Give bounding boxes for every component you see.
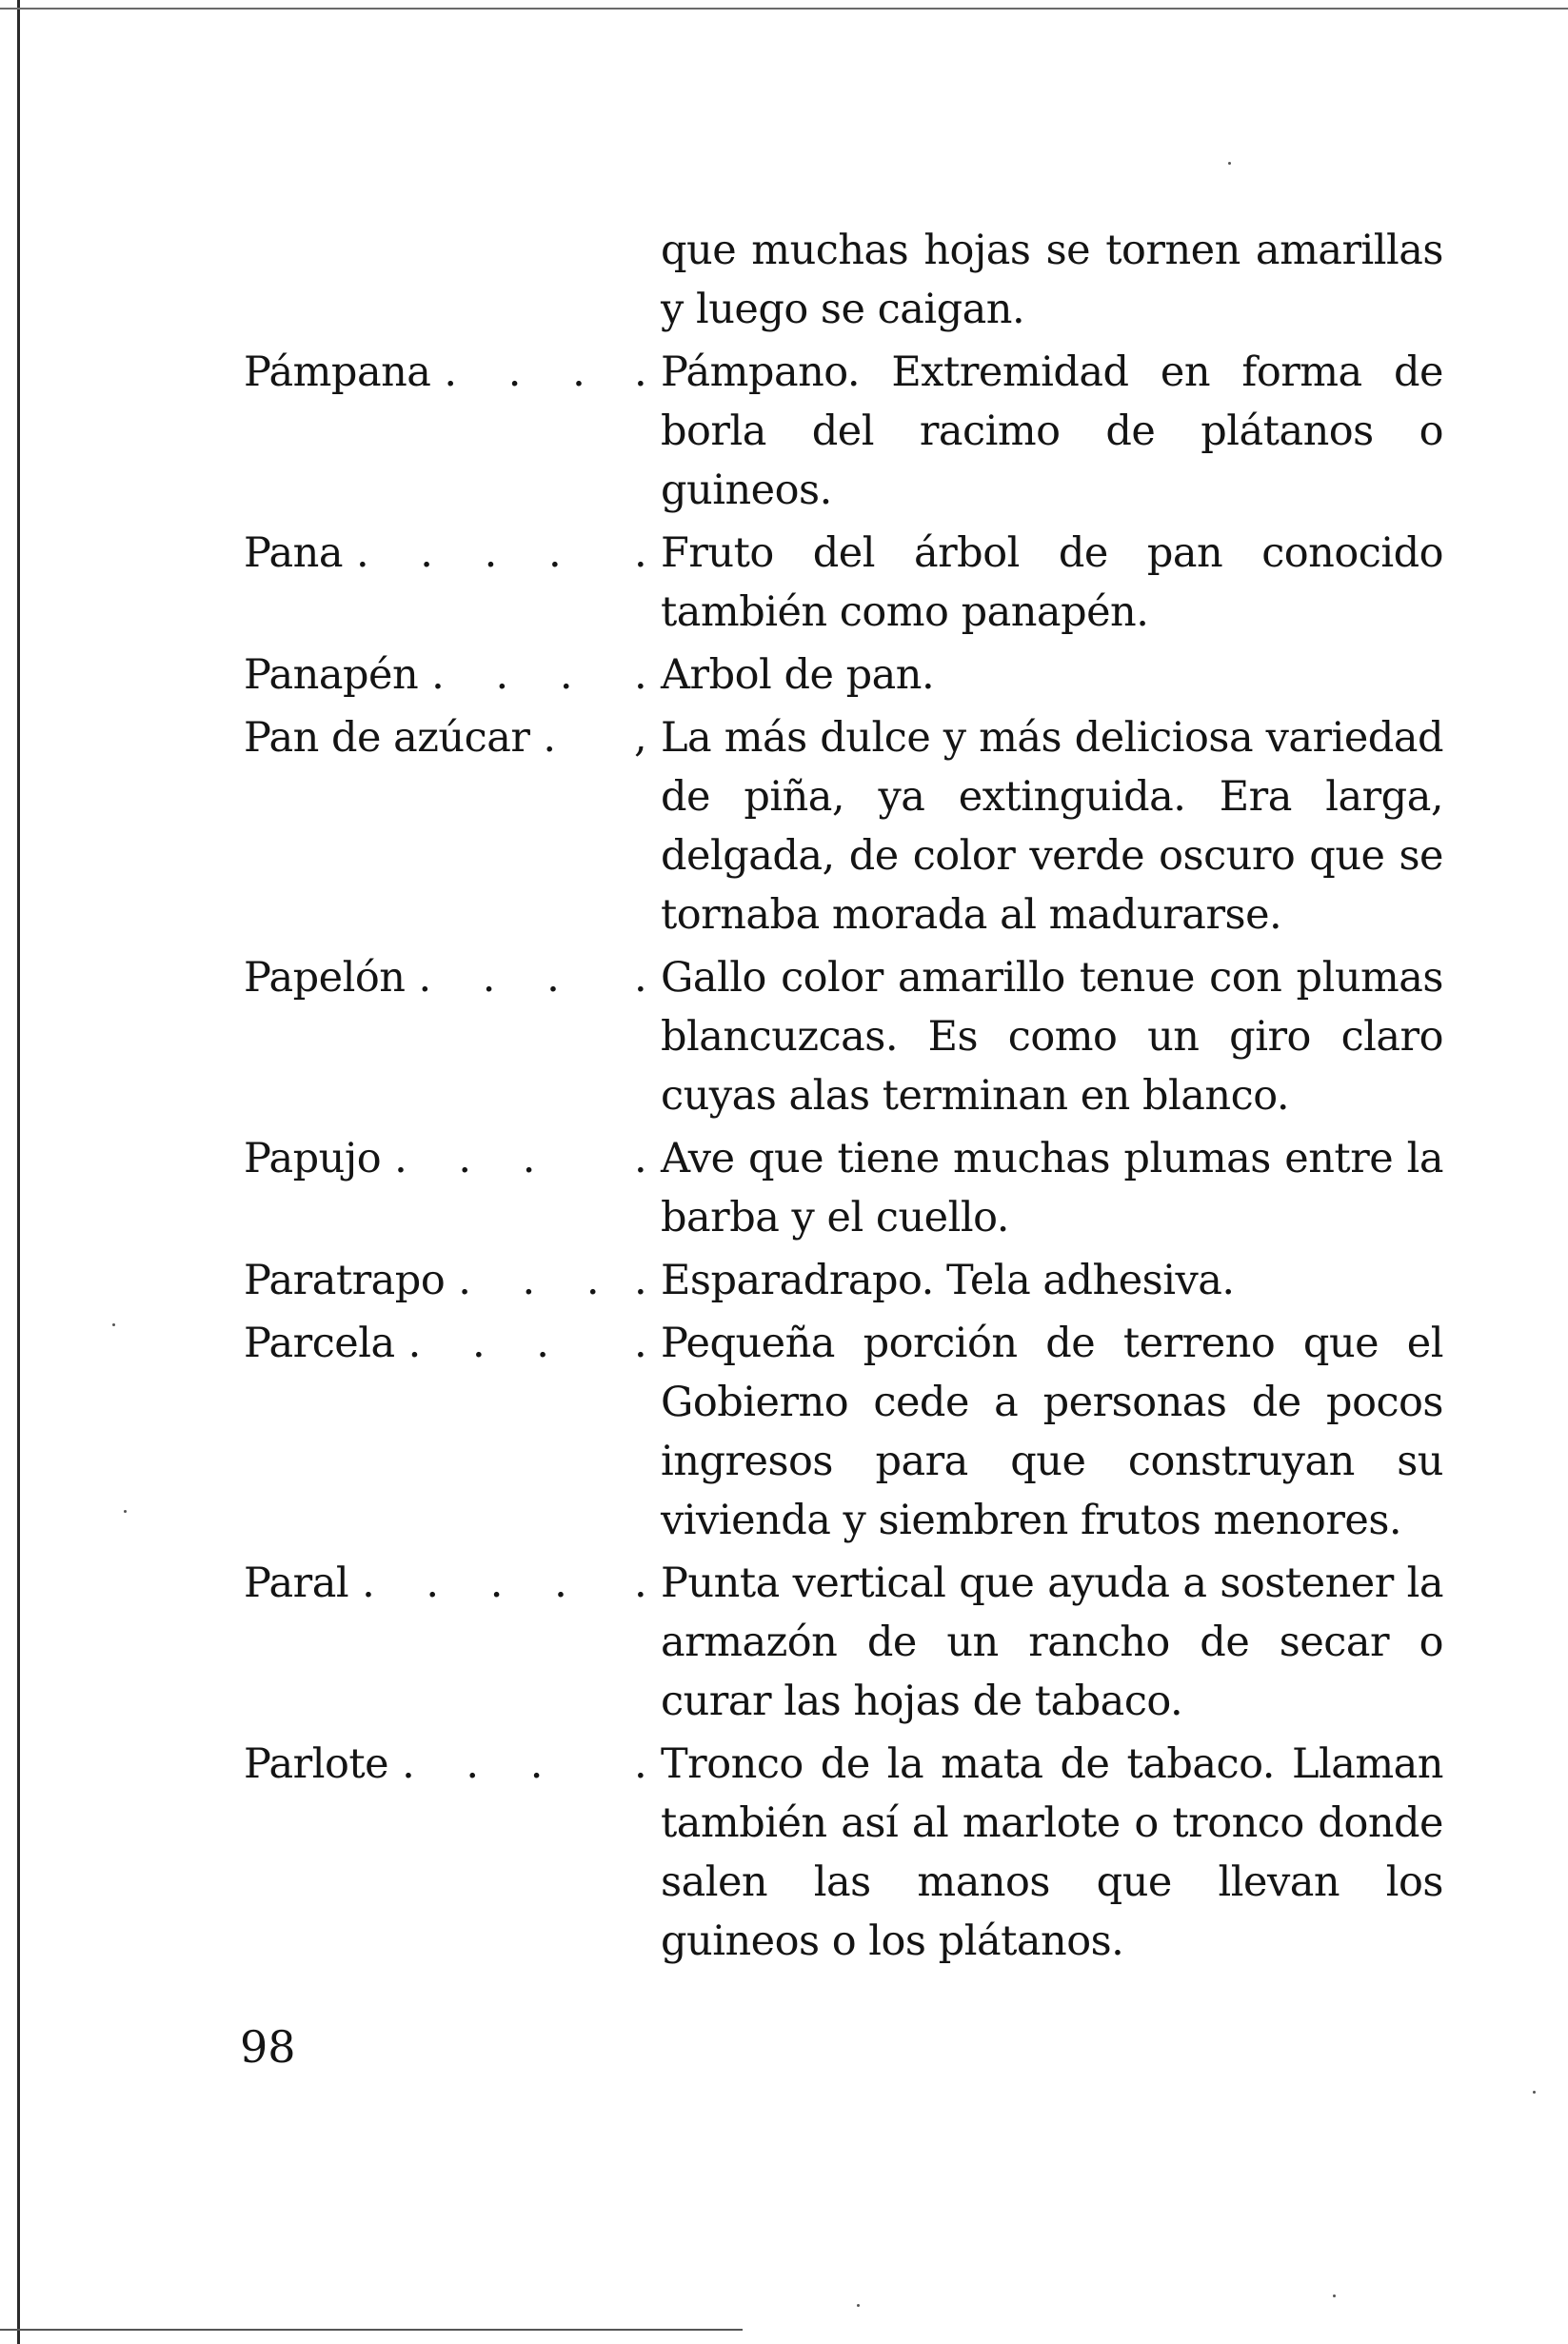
glossary-entries [244,221,1443,1975]
scan-speck [1228,162,1231,165]
scan-speck [124,1510,127,1513]
scan-edge-bottom [0,2329,743,2331]
leader-dots: . . . [418,954,579,1002]
leader-dot: . [634,348,647,396]
glossary-entry [244,948,1443,1125]
entry-term-text: Paratrapo [244,1257,446,1304]
glossary-entry [244,343,1443,520]
scan-speck [1533,2091,1536,2094]
entry-term [244,1251,634,1310]
entry-term [244,1735,634,1794]
glossary-entry [244,1251,1443,1310]
entry-term-text: Paral [244,1559,349,1607]
entry-definition: Pequeña porción de terreno que el Gobierno cede a personas de pocos ingresos para que construyan su vivienda y siembren frutos menores. [661,1320,1443,1544]
glossary-entry [244,524,1443,642]
leader-dot: . [634,651,647,699]
entry-term-text: Papujo [244,1135,382,1182]
scan-edge-left [17,0,20,2344]
scan-speck [112,1323,115,1326]
entry-definition: Pámpano. Extremidad en forma de borla del racimo de plátanos o guineos. [661,348,1443,514]
entry-term [244,708,634,767]
leader-dots: . . . [431,651,592,699]
entry-definition: Punta vertical que ayuda a sostener la armazón de un rancho de secar o curar las hojas de tabaco. [661,1559,1443,1725]
entry-term-text: Parlote [244,1740,389,1788]
entry-definition: Gallo color amarillo tenue con plumas blancuzcas. Es como un giro claro cuyas alas terminan en blanco. [661,954,1443,1120]
entry-definition: que muchas hojas se tornen amarillas y luego se caigan. [661,227,1443,333]
leader-dot: . [634,1135,647,1182]
entry-term [244,1314,634,1373]
entry-term [244,1554,634,1613]
glossary-entry [244,1129,1443,1247]
glossary-entry [244,708,1443,944]
entry-definition: Fruto del árbol de pan conocido también como panapén. [661,529,1443,636]
glossary-entry-continuation [661,221,1443,339]
entry-term-text: Pan de azúcar [244,714,530,762]
leader-dot: . [634,954,647,1002]
leader-dots: . . . . [355,529,581,577]
leader-dots: . . . . [362,1559,586,1607]
entry-term-text: Pámpana [244,348,431,396]
entry-definition: La más dulce y más deliciosa variedad de piña, ya extinguida. Era larga, delgada, de color verde oscuro que se tornaba morada al madurarse. [661,714,1443,939]
leader-dots: . . . [402,1740,563,1788]
entry-term [244,646,634,705]
leader-dot: . [634,1740,647,1788]
entry-term [244,524,634,583]
scan-speck [857,2304,860,2307]
glossary-entry [244,646,1443,705]
leader-dots: . . . [444,348,605,396]
entry-definition: Tronco de la mata de tabaco. Llaman también así al marlote o tronco donde salen las manos que llevan los guineos o los plátanos. [661,1740,1443,1965]
leader-dot: . [634,529,647,577]
entry-term [244,1129,634,1188]
leader-dots: . . . [458,1257,619,1304]
entry-term [244,343,634,402]
entry-term-text: Pana [244,529,343,577]
entry-definition: Esparadrapo. Tela adhesiva. [661,1257,1235,1304]
entry-term-text: Parcela [244,1320,395,1367]
scan-speck [1333,2294,1336,2297]
entry-term [244,948,634,1007]
entry-definition: Ave que tiene muchas plumas entre la barba y el cuello. [661,1135,1443,1242]
leader-dots: . . . [407,1320,568,1367]
glossary-entry [244,1735,1443,1971]
leader-dots: . [543,714,576,762]
leader-dot: . [634,1559,647,1607]
glossary-entry [244,1554,1443,1731]
glossary-entry [244,1314,1443,1550]
entry-term-text: Panapén [244,651,419,699]
leader-dot: . [634,1257,647,1304]
page-number: 98 [240,2021,296,2073]
leader-dot: , [634,714,647,762]
leader-dot: . [634,1320,647,1367]
scan-edge-top [0,8,1568,10]
entry-definition: Arbol de pan. [661,651,935,699]
leader-dots: . . . [394,1135,555,1182]
entry-term-text: Papelón [244,954,406,1002]
